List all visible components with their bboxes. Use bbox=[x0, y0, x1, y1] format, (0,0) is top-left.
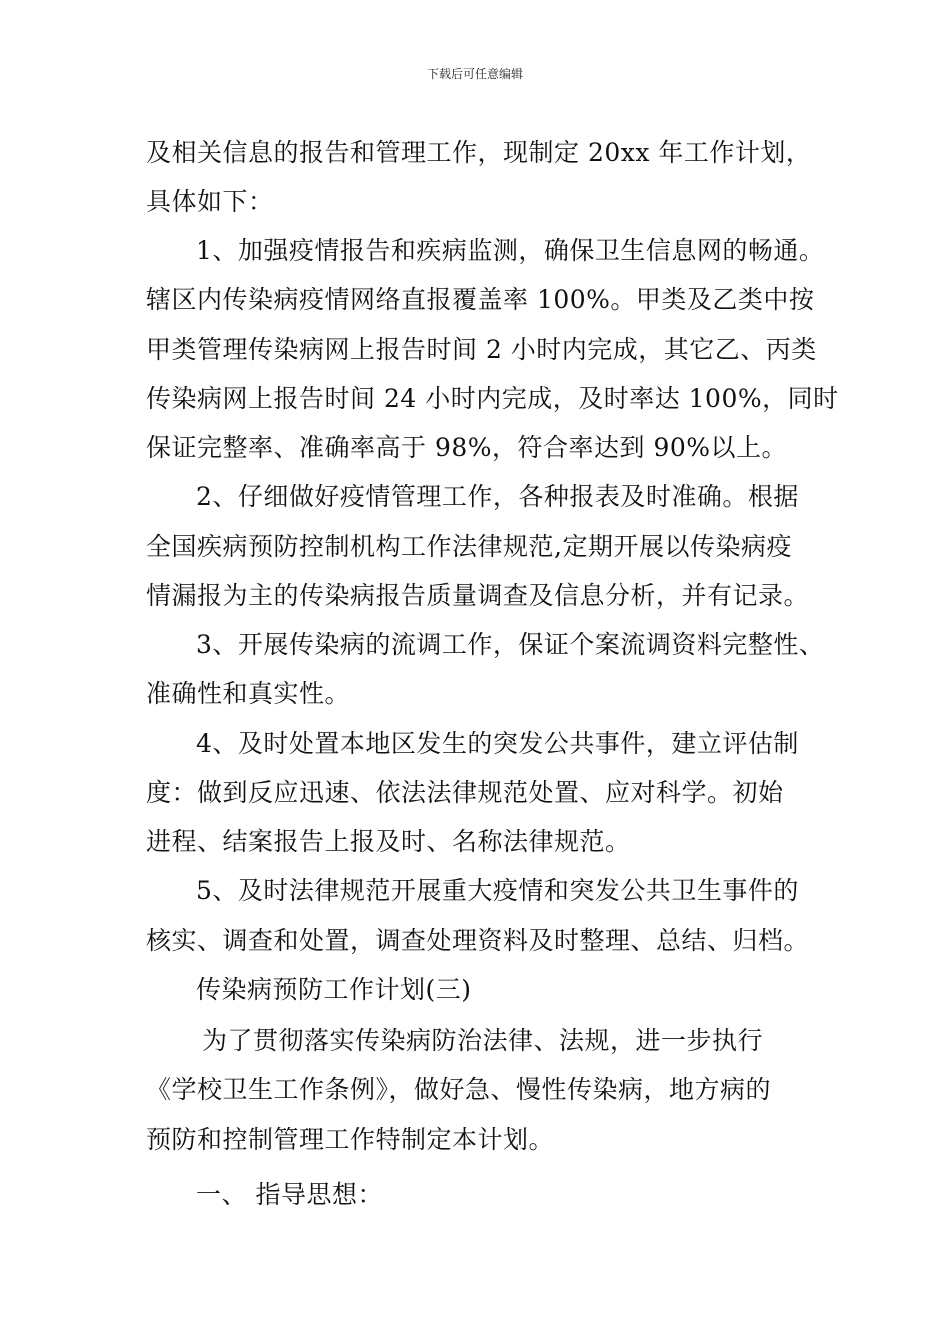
text-line: 核实、调查和处置，调查处理资料及时整理、总结、归档。 bbox=[146, 926, 810, 955]
section-title: 传染病预防工作计划(三) bbox=[196, 975, 472, 1004]
text-line: 保证完整率、准确率高于 98%，符合率达到 90%以上。 bbox=[146, 433, 788, 462]
text-line: 3、开展传染病的流调工作，保证个案流调资料完整性、 bbox=[196, 630, 825, 659]
text-line: 辖区内传染病疫情网络直报覆盖率 100%。甲类及乙类中按 bbox=[146, 285, 815, 314]
text-line: 为了贯彻落实传染病防治法律、法规，进一步执行 bbox=[202, 1026, 764, 1055]
text-line: 及相关信息的报告和管理工作，现制定 20xx 年工作计划， bbox=[146, 138, 812, 167]
text-line: 具体如下： bbox=[146, 187, 274, 216]
text-line: 度：做到反应迅速、依法法律规范处置、应对科学。初始 bbox=[146, 778, 784, 807]
text-line: 进程、结案报告上报及时、名称法律规范。 bbox=[146, 827, 631, 856]
text-line: 4、及时处置本地区发生的突发公共事件，建立评估制 bbox=[196, 729, 799, 758]
text-line: 甲类管理传染病网上报告时间 2 小时内完成，其它乙、丙类 bbox=[146, 335, 817, 364]
text-line: 1、加强疫情报告和疾病监测，确保卫生信息网的畅通。 bbox=[196, 236, 825, 265]
text-line: 5、及时法律规范开展重大疫情和突发公共卫生事件的 bbox=[196, 876, 799, 905]
text-line: 情漏报为主的传染病报告质量调查及信息分析，并有记录。 bbox=[146, 581, 810, 610]
text-line: 预防和控制管理工作特制定本计划。 bbox=[146, 1125, 555, 1154]
text-line: 准确性和真实性。 bbox=[146, 679, 351, 708]
text-line: 全国疾病预防控制机构工作法律规范,定期开展以传染病疫 bbox=[146, 532, 792, 561]
page-header: 下载后可任意编辑 bbox=[426, 67, 523, 81]
text-line: 2、仔细做好疫情管理工作，各种报表及时准确。根据 bbox=[196, 482, 799, 511]
section-heading: 一、 指导思想： bbox=[196, 1180, 383, 1209]
text-line: 传染病网上报告时间 24 小时内完成，及时率达 100%，同时 bbox=[146, 384, 839, 413]
text-line: 《学校卫生工作条例》，做好急、慢性传染病，地方病的 bbox=[146, 1075, 772, 1104]
